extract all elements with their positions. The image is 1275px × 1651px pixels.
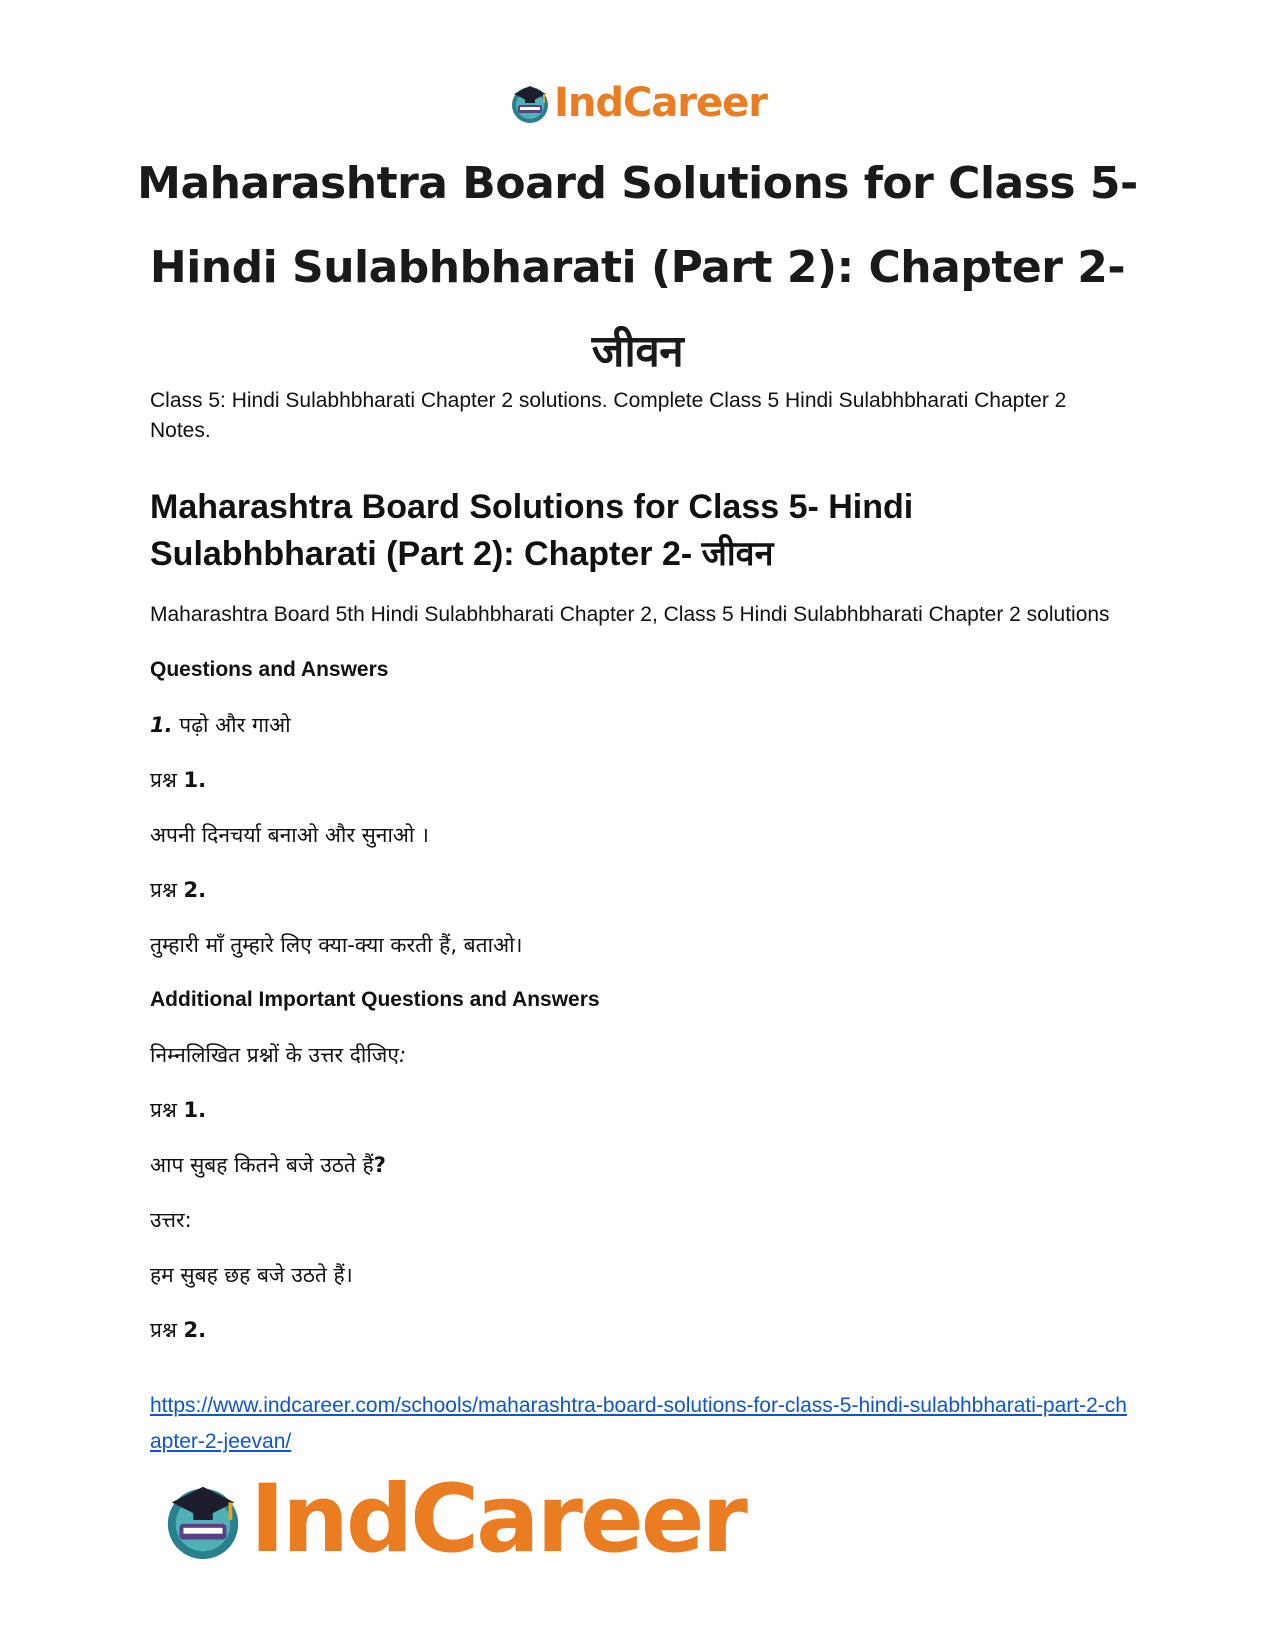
answer-label: उत्तर: (150, 1208, 192, 1232)
page-title-line-2: Hindi Sulabhbharati (Part 2): Chapter 2- जीवन (149, 242, 1126, 377)
question-1-label (150, 765, 1130, 795)
section-description: Maharashtra Board 5th Hindi Sulabhbharati Chapter 2, Class 5 Hindi Sulabhbharati Chapter 2 solutions (150, 603, 1110, 626)
additional-question-1-text (150, 1150, 1130, 1180)
graduation-globe-icon (508, 81, 552, 125)
question-number: 2. (183, 878, 207, 902)
page-title-line-1: Maharashtra Board Solutions for Class 5- (137, 158, 1138, 209)
additional-question-1-label (150, 1095, 1130, 1125)
intro-paragraph: Class 5: Hindi Sulabhbharati Chapter 2 solutions. Complete Class 5 Hindi Sulabhbharati Chapter 2 Notes. (150, 389, 1067, 442)
question-number: 1. (183, 768, 207, 792)
source-url-link[interactable]: https://www.indcareer.com/schools/maharashtra-board-solutions-for-class-5-hindi-sulabhbharati-part-2-chapter-2-jeevan/ (150, 1394, 1127, 1453)
question-number: 1. (183, 1098, 207, 1122)
logo-text: IndCareer (553, 80, 768, 126)
instruction-colon: : (399, 1043, 407, 1067)
qa-heading: Questions and Answers (150, 658, 389, 681)
item-1 (150, 710, 1130, 740)
question-number: 2. (183, 1318, 207, 1342)
footer-logo (160, 1465, 745, 1574)
additional-question-2-label (150, 1315, 1130, 1345)
graduation-globe-icon (160, 1477, 246, 1563)
item-1-number: 1. (150, 713, 173, 737)
instruction-text: निम्नलिखित प्रश्नों के उत्तर दीजिए (150, 1043, 399, 1067)
additional-heading: Additional Important Questions and Answers (150, 988, 600, 1011)
question-1-text: अपनी दिनचर्या बनाओ और सुनाओ । (150, 823, 430, 847)
section-title: Maharashtra Board Solutions for Class 5- Hindi Sulabhbharati (Part 2): Chapter 2- जीवन (150, 488, 914, 573)
article-body (150, 386, 1130, 1345)
question-2-label (150, 875, 1130, 905)
question-word: प्रश्न (150, 768, 184, 792)
instruction (150, 1040, 1130, 1070)
page-title (100, 142, 1175, 394)
top-logo (0, 78, 1275, 128)
question-mark: ? (373, 1153, 386, 1177)
question-text: आप सुबह कितने बजे उठते हैं (150, 1153, 374, 1177)
answer-text: हम सुबह छह बजे उठते हैं। (150, 1263, 353, 1287)
question-word: प्रश्न (150, 1098, 184, 1122)
item-1-text: पढ़ो और गाओ (172, 713, 291, 737)
question-word: प्रश्न (150, 878, 184, 902)
footer-logo-text: IndCareer (250, 1465, 745, 1574)
question-2-text: तुम्हारी माँ तुम्हारे लिए क्या-क्या करती हैं, बताओ। (150, 933, 523, 957)
question-word: प्रश्न (150, 1318, 184, 1342)
